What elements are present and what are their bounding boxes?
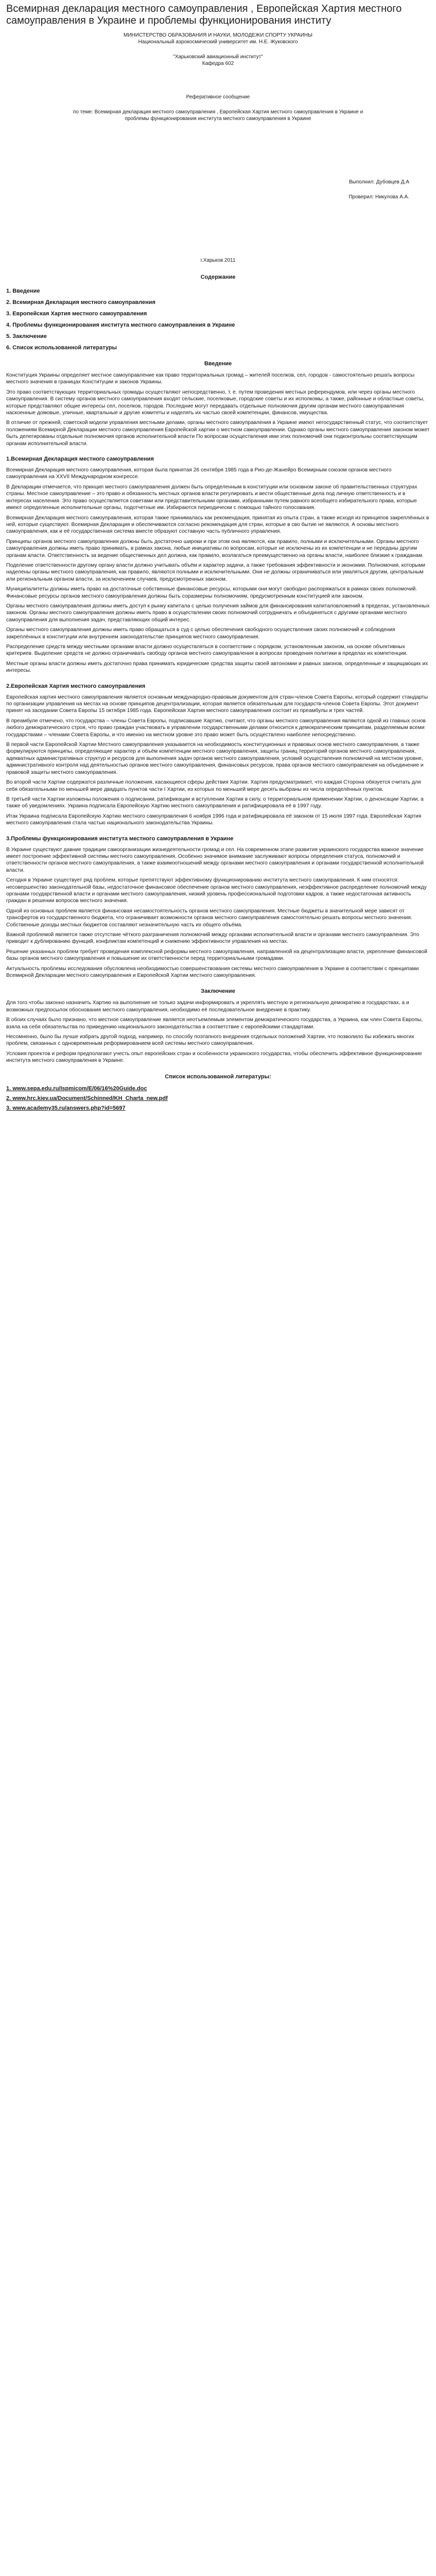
paragraph: Актуальность проблемы исследования обусловлена необходимостью совершенствования системы местного самоуправления в Украине в соответствии с принципами Всемирной Декларации местного самоуправления и Европейской Хартии местного самоуправления. (6, 965, 419, 979)
paragraph: Решение указанных проблем требует проведения комплексной реформы местного самоуправления, направленной на децентрализацию власти, укрепление финансовой базы органов местного самоуправления и повышение их ответственности перед территориальными громадами. (6, 948, 427, 962)
performer: Выполнил: Дубовцев Д.А (348, 179, 409, 185)
city-year: г.Харьков 2011 (200, 258, 236, 263)
table-of-contents (6, 287, 430, 351)
reference-list (6, 1085, 430, 1112)
paragraph: Несомненно, было бы лучше избрать другой подход, например, по способу поэтапного внедрения отдельных положений Хартии, что позволило бы избежать многих проблем, связанных с одновременным реформированием всей системы местного самоуправления. (6, 1034, 414, 1047)
paragraph: В обоих случаях было признано, что местное самоуправление является неотъемлемым элементом демократического государства, а Украина, как член Совета Европы, взяла на себя обязательства по приведению национального законодательства в соответствие с европейскими стандартами. (6, 1017, 423, 1030)
paragraph: Принципы органов местного самоуправления должны быть достаточно широки и при этом она являются, как правило, полными и исключительными. Органы местного самоуправления должны иметь право принимать, в рамках закона, любые инициативы по вопросам, которые не исключены из их компетенции и не переданы другим органам власти. Ответственность за ведение общественных дел должна, как правило, возлагаться преимущественно на органы власти, наиболее близкие к гражданам. (6, 538, 424, 558)
ministry-name: МИНИСТЕРСТВО ОБРАЗОВАНИЯ И НАУКИ, МОЛОДЕЖИ СПОРТУ УКРАИНЫ (124, 32, 312, 38)
reference-item (6, 1085, 430, 1093)
paragraph: Для того чтобы законно назначить Хартию на выполнение не только задачи информировать и укреплять местную и региональную демократию в государствах, а и возможных предпосылок обоснования местного самоуправления, необходимо её последовательное внедрение в практику. (6, 1000, 409, 1013)
references-title: Список использованной литературы: (165, 1073, 271, 1080)
paragraph: Европейская хартия местного самоуправления является основным международно-правовым документом для стран-членов Совета Европы, который содержит стандарты по организации управления на местах на основе принципов децентрализации, которая является обязательным для государств-членов Совета Европы. Этот документ принят на заседании Совета Европы 15 октября 1985 года. Европейская Хартия местного самоуправления состоит из преамбулы и трех частей. (6, 694, 428, 714)
paragraph: В третьей части Хартии изложены положения о подписании, ратификации и вступлении Хартии в силу, о территориальном применении Хартии, о денонсации Хартии, а также об уведомлениях. Украина подписала Европейскую Хартию местного самоуправления и ратифицировала её в 1997 году. (6, 796, 424, 809)
paragraph: Условия проектов и реформ предполагают учесть опыт европейских стран и особенности украинского государства, чтобы обеспечить эффективное функционирование института местного самоуправления в Украине. (6, 1050, 422, 1064)
reference-item (6, 1105, 430, 1112)
paragraph: Местные органы власти должны иметь достаточно права принимать юридические средства защиты своей автономии и равных законов, определенные и защищающих их интересы. (6, 660, 428, 674)
report-type: Реферативное сообщение (186, 94, 250, 100)
paragraph: В Украине существуют давние традиции самоорганизации жизнедеятельности громад и сел. На современном этапе развития украинского государства важное значение имеет построение эффективной системы местного самоуправления. Особенно значимое внимание заслуживают вопросы определения статуса, полномочий и ответственности органов местного самоуправления, а также взаимоотношений между органами местного самоуправления и органами государственной исполнительной власти. (6, 846, 424, 873)
toc-item: 1. Введение (6, 288, 40, 294)
toc-item: 3. Европейская Хартия местного самоуправления (6, 311, 147, 317)
reference-item (6, 1095, 430, 1103)
paragraph: Всемирная Декларация местного самоуправления, которая была принятая 26 сентября 1985 года в Рио-де-Жанейро Всемирным союзом органов местного самоуправления на XXVII Международном конгрессе. (6, 467, 392, 480)
paragraph: Итак Украина подписала Европейскую Хартию местного самоуправления 6 ноября 1996 года и ратифицировала её законом от 15 июля 1997 года. Европейская Хартия местного самоуправления стала частью национального законодательства Украины. (6, 813, 422, 826)
department-name: Кафедра 602 (202, 61, 234, 66)
paragraph: Конституция Украины определяет местное самоуправление как право территориальных громад – жителей поселков, сел, городов - самостоятельно решать вопросы местного значения в границах Конституции и законов Украины. (6, 372, 415, 385)
paragraph: Всемирная Декларация местного самоуправления, которая также принималась как рекомендация, принятая из опыта стран, а также исходя из принципов закреплённых в ней, которые существуют. Всемирная Декларация и обеспечиваются согласно рекомендация для стран, которые в сво бытие не являются. А основы местного самоуправления, как и её государственная система вместе образуют составную часть публичного управления. (6, 515, 429, 535)
title-page-header (6, 32, 430, 67)
reference-link[interactable]: 3. www.academy35.ru/answers.php?id=5697 (6, 1105, 126, 1111)
toc-item: 5. Заключение (6, 333, 47, 340)
paragraph: В Декларации отмечается, что принцип местного самоуправления должен быть определенным в конституции или основном законе об правительственных структурах страны. Местное самоуправление – это право и обязанность местных органов власти регулировать и вести общественные дела под личную ответственность и в интересах населения. Это право осуществляется советами или представительными органами, избранными путем равного всеобщего избирательного права, которые имеют определенные исполнительные органы, подотчетные им. Избираются периодически с помощью тайного голосования. (6, 484, 417, 511)
section-heading: 3.Проблемы функционирования института местного самоуправления в Украине (6, 835, 234, 842)
toc-item: 2. Всемирная Декларация местного самоуправления (6, 299, 155, 306)
section-heading: Введение (204, 361, 232, 367)
paragraph: Одной из основных проблем является финансовая несамостоятельность органов местного самоуправления. Местные бюджеты в значительной мере зависят от трансфертов из государственного бюджета, что ограничивает возможности органов местного самоуправления самостоятельно решать вопросы местного значения. Собственные доходы местных бюджетов составляют незначительную часть их общего объёма. (6, 908, 412, 928)
checker: Проверил: Никулова А.А. (348, 194, 409, 200)
paragraph: Сегодня в Украине существует ряд проблем, которые препятствуют эффективному функционированию института местного самоуправления. К ним относятся: несовершенство законодательной базы, недостаточное финансовое обеспечение органов местного самоуправления, неэффективное распределение полномочий между органами государственной власти и органами местного самоуправления, низкий уровень профессиональной подготовки кадров, а также недостаточная активность граждан в решении вопросов местного значения. (6, 877, 427, 904)
section-heading: 1.Всемирная Декларация местного самоуправления (6, 456, 154, 463)
institute-name: "Харьковский авиационный институт" (173, 54, 263, 60)
document-body (6, 361, 430, 1064)
paragraph: Муниципалитеты должны иметь право на достаточные собственные финансовые ресурсы, которыми они могут свободно распоряжаться в рамках своих полномочий. Финансовые ресурсы органов местного самоуправления должны быть соразмерны полномочиям, предусмотренным конституцией или законом. (6, 586, 417, 599)
university-name: Национальный аэрокосмический университет им. Н.Е. Жуковского (138, 39, 298, 45)
toc-item: 4. Проблемы функционирования института местного самоуправления в Украине (6, 322, 235, 328)
references (6, 1074, 430, 1112)
section-heading: 2.Европейская Хартия местного самоуправления (6, 683, 146, 689)
paragraph: Органы местного самоуправления должны иметь доступ к рынку капитала с целью получения займов для финансирования капиталовложений в пределах, установленных законом. Органы местного самоуправления должны иметь право в осуществлении своих полномочий сотрудничать и объединяться с другими органами местного самоуправления для выполнения задач, представляющих общий интерес. (6, 603, 430, 623)
paragraph: В отличие от прежней, советской модели управления местными делами, органы местного самоуправления в Украине имеют негосударственный статус, что соответствует положениям Всемирной Декларации местного самоуправления Европейской хартии о местном самоуправлении. Однако органы местного самоуправления законом может быть делегированы отдельные полномочия органов исполнительной власти По вопросам осуществления ими этих полномочий они подконтрольны соответствующим органам исполнительной власти. (6, 420, 430, 447)
paragraph: В первой части Европейской Хартии Местного самоуправления указывается на необходимость конституционных и правовых основ местного самоуправления, а также формулируются принципы, определяющие характер и объём компетенции местного самоуправления, защиты границ территорий органов местного самоуправления, адекватных административных структур и ресурсов для выполнения задач органов местного самоуправления, условий осуществления полномочий на местном уровне, административного контроля над деятельностью органов местного самоуправления, финансовых ресурсов, права органов местного самоуправления на объединение и правовой защиты местного самоуправления. (6, 742, 424, 775)
paragraph: Распределение средств между местными органами власти должно осуществляться в соответствии с порядком, установленным законом, на основе объективных критериев. Выделение средств не должно ограничивать свободу органов местного самоуправления в вопросах проведения политики в пределах их компетенции. (6, 644, 408, 657)
document-title: Всемирная декларация местного самоуправления , Европейская Хартия местного самоуправления в Украине и проблемы функционирования институ (6, 3, 402, 26)
paragraph: В преамбуле отмечено, что государства – члены Совета Европы, подписавшие Хартию, считают, что органы местного самоуправления являются одной из главных основ любого демократического строя, что право граждан участвовать в управлении государственными делами относится к демократическим принципам, разделяемым всеми государствами – членами Совета Европы, и что именно на местном уровне это право может быть осуществлено наиболее непосредственно. (6, 718, 426, 738)
report-subject: по теме: Всемирная декларация местного самоуправления , Европейская Хартия местного самоуправления в Украине и проблемы функционирования института местного самоуправления в Украине (73, 109, 363, 122)
paragraph: Важной проблемой является также отсутствие чёткого разграничения полномочий между органами исполнительной власти и органами местного самоуправления. Это приводит к дублированию функций, конфликтам компетенций и снижению эффективности управления на местах. (6, 932, 420, 945)
paragraph: Это право соответствующих территориальных громады осуществляют непосредственно, т. е. путем проведения местных референдумов, или через органы местного самоуправления. В систему органов местного самоуправления входят сельские, поселковые, городские советы и их исполкомы, а также, районные и областные советы, которые представляют общие интересы сел, поселков, городов. Последние могут передавать отдельные полномочия другим органам местного самоуправления наскоенные домовые, уличные, квартальные и другие комитеты и наделять их частью своей компетенции, финансов, имущества. (6, 389, 425, 416)
document-page (0, 0, 436, 1120)
toc-title: Содержание (200, 274, 236, 280)
paragraph: Во второй части Хартии содержатся различные положения, касающиеся сферы действия Хартии. Хартия предусматривает, что каждая Сторона обязуется считать для себя обязательными по меньшей мере двадцать пунктов части I Хартии, из которых по меньшей мере десять выбраны из числа определённых пунктов. (6, 779, 421, 792)
paragraph: Органы местного самоуправления должны иметь право обращаться в суд с целью обеспечения свободного осуществления своих полномочий и соблюдения закреплённых в конституции или внутреннем законодательстве принципов местного самоуправления. (6, 627, 395, 640)
reference-link[interactable]: 1. www.sepa.edu.ru/Ispmicom/E/06/16%20Guide.doc (6, 1085, 147, 1092)
section-heading: Заключение (201, 988, 235, 995)
paragraph: Поделение ответственности другому органу власти должно учитывать объём и характер задачи, а также требования эффективности и экономии. Полномочия, которыми наделены органы местного самоуправления, как правило, являются полными и исключительными. Они не должны ограничиваться или умаляться другим, центральным или региональным органом власти, за исключением случаев, предусмотренных законом. (6, 562, 426, 582)
reference-link[interactable]: 2. www.hrc.kiev.ua/Document/Schinned/KH_Charta_new.pdf (6, 1095, 168, 1101)
toc-item: 6. Список использованной литературы (6, 345, 117, 351)
